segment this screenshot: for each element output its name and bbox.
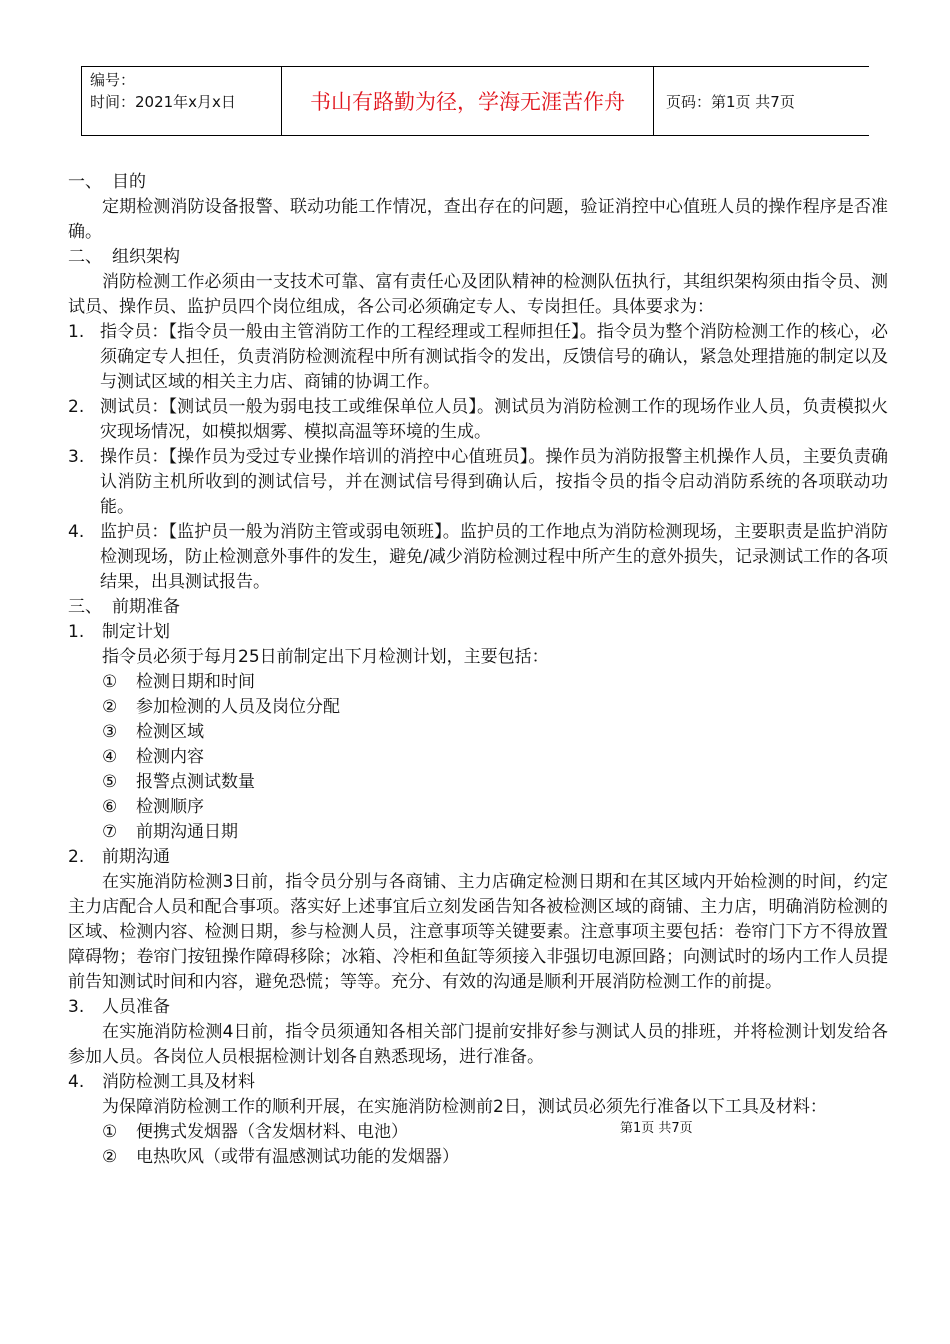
- list-item: [68, 720, 888, 745]
- item-number: ④: [102, 747, 118, 767]
- list-item: [68, 395, 888, 445]
- item-number: 2.: [68, 397, 85, 417]
- paragraph: 指令员必须于每月25日前制定出下月检测计划，主要包括：: [102, 647, 549, 667]
- subsection-number: 2.: [68, 847, 85, 867]
- item-number: ③: [102, 722, 118, 742]
- list-item: [68, 1120, 888, 1145]
- paragraph: 定期检测消防设备报警、联动功能工作情况，查出存在的问题，验证消控中心值班人员的操作程序是否准确。: [68, 197, 888, 242]
- item-text: 报警点测试数量: [136, 772, 255, 792]
- header-table: [81, 66, 869, 136]
- item-text: 电热吹风（或带有温感测试功能的发烟器）: [136, 1147, 459, 1167]
- subsection-heading: [68, 995, 888, 1020]
- paragraph: 为保障消防检测工作的顺利开展，在实施消防检测前2日，测试员必须先行准备以下工具及材料：: [102, 1097, 827, 1117]
- item-number: ②: [102, 1147, 118, 1167]
- subsection-number: 4.: [68, 1072, 85, 1092]
- list-item: [68, 1145, 888, 1170]
- item-number: ②: [102, 697, 118, 717]
- header-page: 页码：第1页 共7页: [666, 92, 795, 111]
- section-title: 目的: [112, 172, 146, 192]
- subsection-title: 人员准备: [102, 997, 170, 1017]
- subsection-number: 3.: [68, 997, 85, 1017]
- item-text: 便携式发烟器（含发烟材料、电池）: [136, 1122, 408, 1142]
- section-title: 组织架构: [112, 247, 180, 267]
- list-item: [68, 520, 888, 595]
- header-motto: 书山有路勤为径，学海无涯苦作舟: [282, 67, 654, 135]
- item-text: 检测区域: [136, 722, 204, 742]
- section-number: 三、: [68, 597, 102, 617]
- subsection-title: 消防检测工具及材料: [102, 1072, 255, 1092]
- item-text: 前期沟通日期: [136, 822, 238, 842]
- list-item: [68, 795, 888, 820]
- item-text: 参加检测的人员及岗位分配: [136, 697, 340, 717]
- subsection-heading: [68, 845, 888, 870]
- list-item: [68, 770, 888, 795]
- list-item: [68, 745, 888, 770]
- paragraph: 消防检测工作必须由一支技术可靠、富有责任心及团队精神的检测队伍执行，其组织架构须由指令员、测试员、操作员、监护员四个岗位组成，各公司必须确定专人、专岗担任。具体要求为：: [68, 272, 888, 317]
- item-number: ⑦: [102, 822, 118, 842]
- item-number: 4.: [68, 522, 85, 542]
- document-body: [68, 170, 888, 1170]
- date-label: 时间：2021年x月x日: [90, 93, 236, 111]
- section-heading: [68, 170, 888, 195]
- section-number: 一、: [68, 172, 102, 192]
- item-text: 操作员：【操作员为受过专业操作培训的消控中心值班员】。操作员为消防报警主机操作人员，主要负责确认消防主机所收到的测试信号，并在测试信号得到确认后，按指令员的指令启动消防系统的各项联动功能。: [100, 447, 888, 517]
- list-item: [68, 820, 888, 845]
- item-number: ①: [102, 1122, 118, 1142]
- list-item: [68, 670, 888, 695]
- item-number: ⑥: [102, 797, 118, 817]
- section-number: 二、: [68, 247, 102, 267]
- item-text: 监护员：【监护员一般为消防主管或弱电领班】。监护员的工作地点为消防检测现场，主要职责是监护消防检测现场，防止检测意外事件的发生，避免/减少消防检测过程中所产生的意外损失，记录测试工作的各项结果，出具测试报告。: [100, 522, 888, 592]
- section-heading: [68, 595, 888, 620]
- section-heading: [68, 245, 888, 270]
- paragraph: 在实施消防检测3日前，指令员分别与各商铺、主力店确定检测日期和在其区域内开始检测的时间，约定主力店配合人员和配合事项。落实好上述事宜后立刻发函告知各被检测区域的商铺、主力店，明确消防检测的区域、检测内容、检测日期，参与检测人员，注意事项等关键要素。注意事项主要包括：卷帘门下方不得放置障碍物；卷帘门按钮操作障碍移除；冰箱、冷柜和鱼缸等须接入非强切电源回路；向测试时的场内工作人员提前告知测试时间和内容，避免恐慌；等等。充分、有效的沟通是顺利开展消防检测工作的前提。: [68, 872, 888, 992]
- list-item: [68, 445, 888, 520]
- item-text: 检测日期和时间: [136, 672, 255, 692]
- subsection-title: 前期沟通: [102, 847, 170, 867]
- item-text: 测试员：【测试员一般为弱电技工或维保单位人员】。测试员为消防检测工作的现场作业人员，负责模拟火灾现场情况，如模拟烟雾、模拟高温等环境的生成。: [100, 397, 888, 442]
- footer-page-number: 第1页 共7页: [620, 1121, 693, 1136]
- item-text: 检测顺序: [136, 797, 204, 817]
- header-meta: [82, 67, 282, 135]
- list-item: [68, 695, 888, 720]
- item-number: ①: [102, 672, 118, 692]
- item-number: ⑤: [102, 772, 118, 792]
- number-label: 编号：: [90, 71, 136, 89]
- item-text: 指令员：【指令员一般由主管消防工作的工程经理或工程师担任】。指令员为整个消防检测工作的核心，必须确定专人担任，负责消防检测流程中所有测试指令的发出，反馈信号的确认，紧急处理措施的制定以及与测试区域的相关主力店、商铺的协调工作。: [100, 322, 888, 392]
- subsection-number: 1.: [68, 622, 85, 642]
- list-item: [68, 320, 888, 395]
- item-number: 1.: [68, 322, 85, 342]
- subsection-heading: [68, 1070, 888, 1095]
- subsection-heading: [68, 620, 888, 645]
- item-number: 3.: [68, 447, 85, 467]
- paragraph: 在实施消防检测4日前，指令员须通知各相关部门提前安排好参与测试人员的排班，并将检测计划发给各参加人员。各岗位人员根据检测计划各自熟悉现场，进行准备。: [68, 1022, 888, 1067]
- subsection-title: 制定计划: [102, 622, 170, 642]
- item-text: 检测内容: [136, 747, 204, 767]
- section-title: 前期准备: [112, 597, 180, 617]
